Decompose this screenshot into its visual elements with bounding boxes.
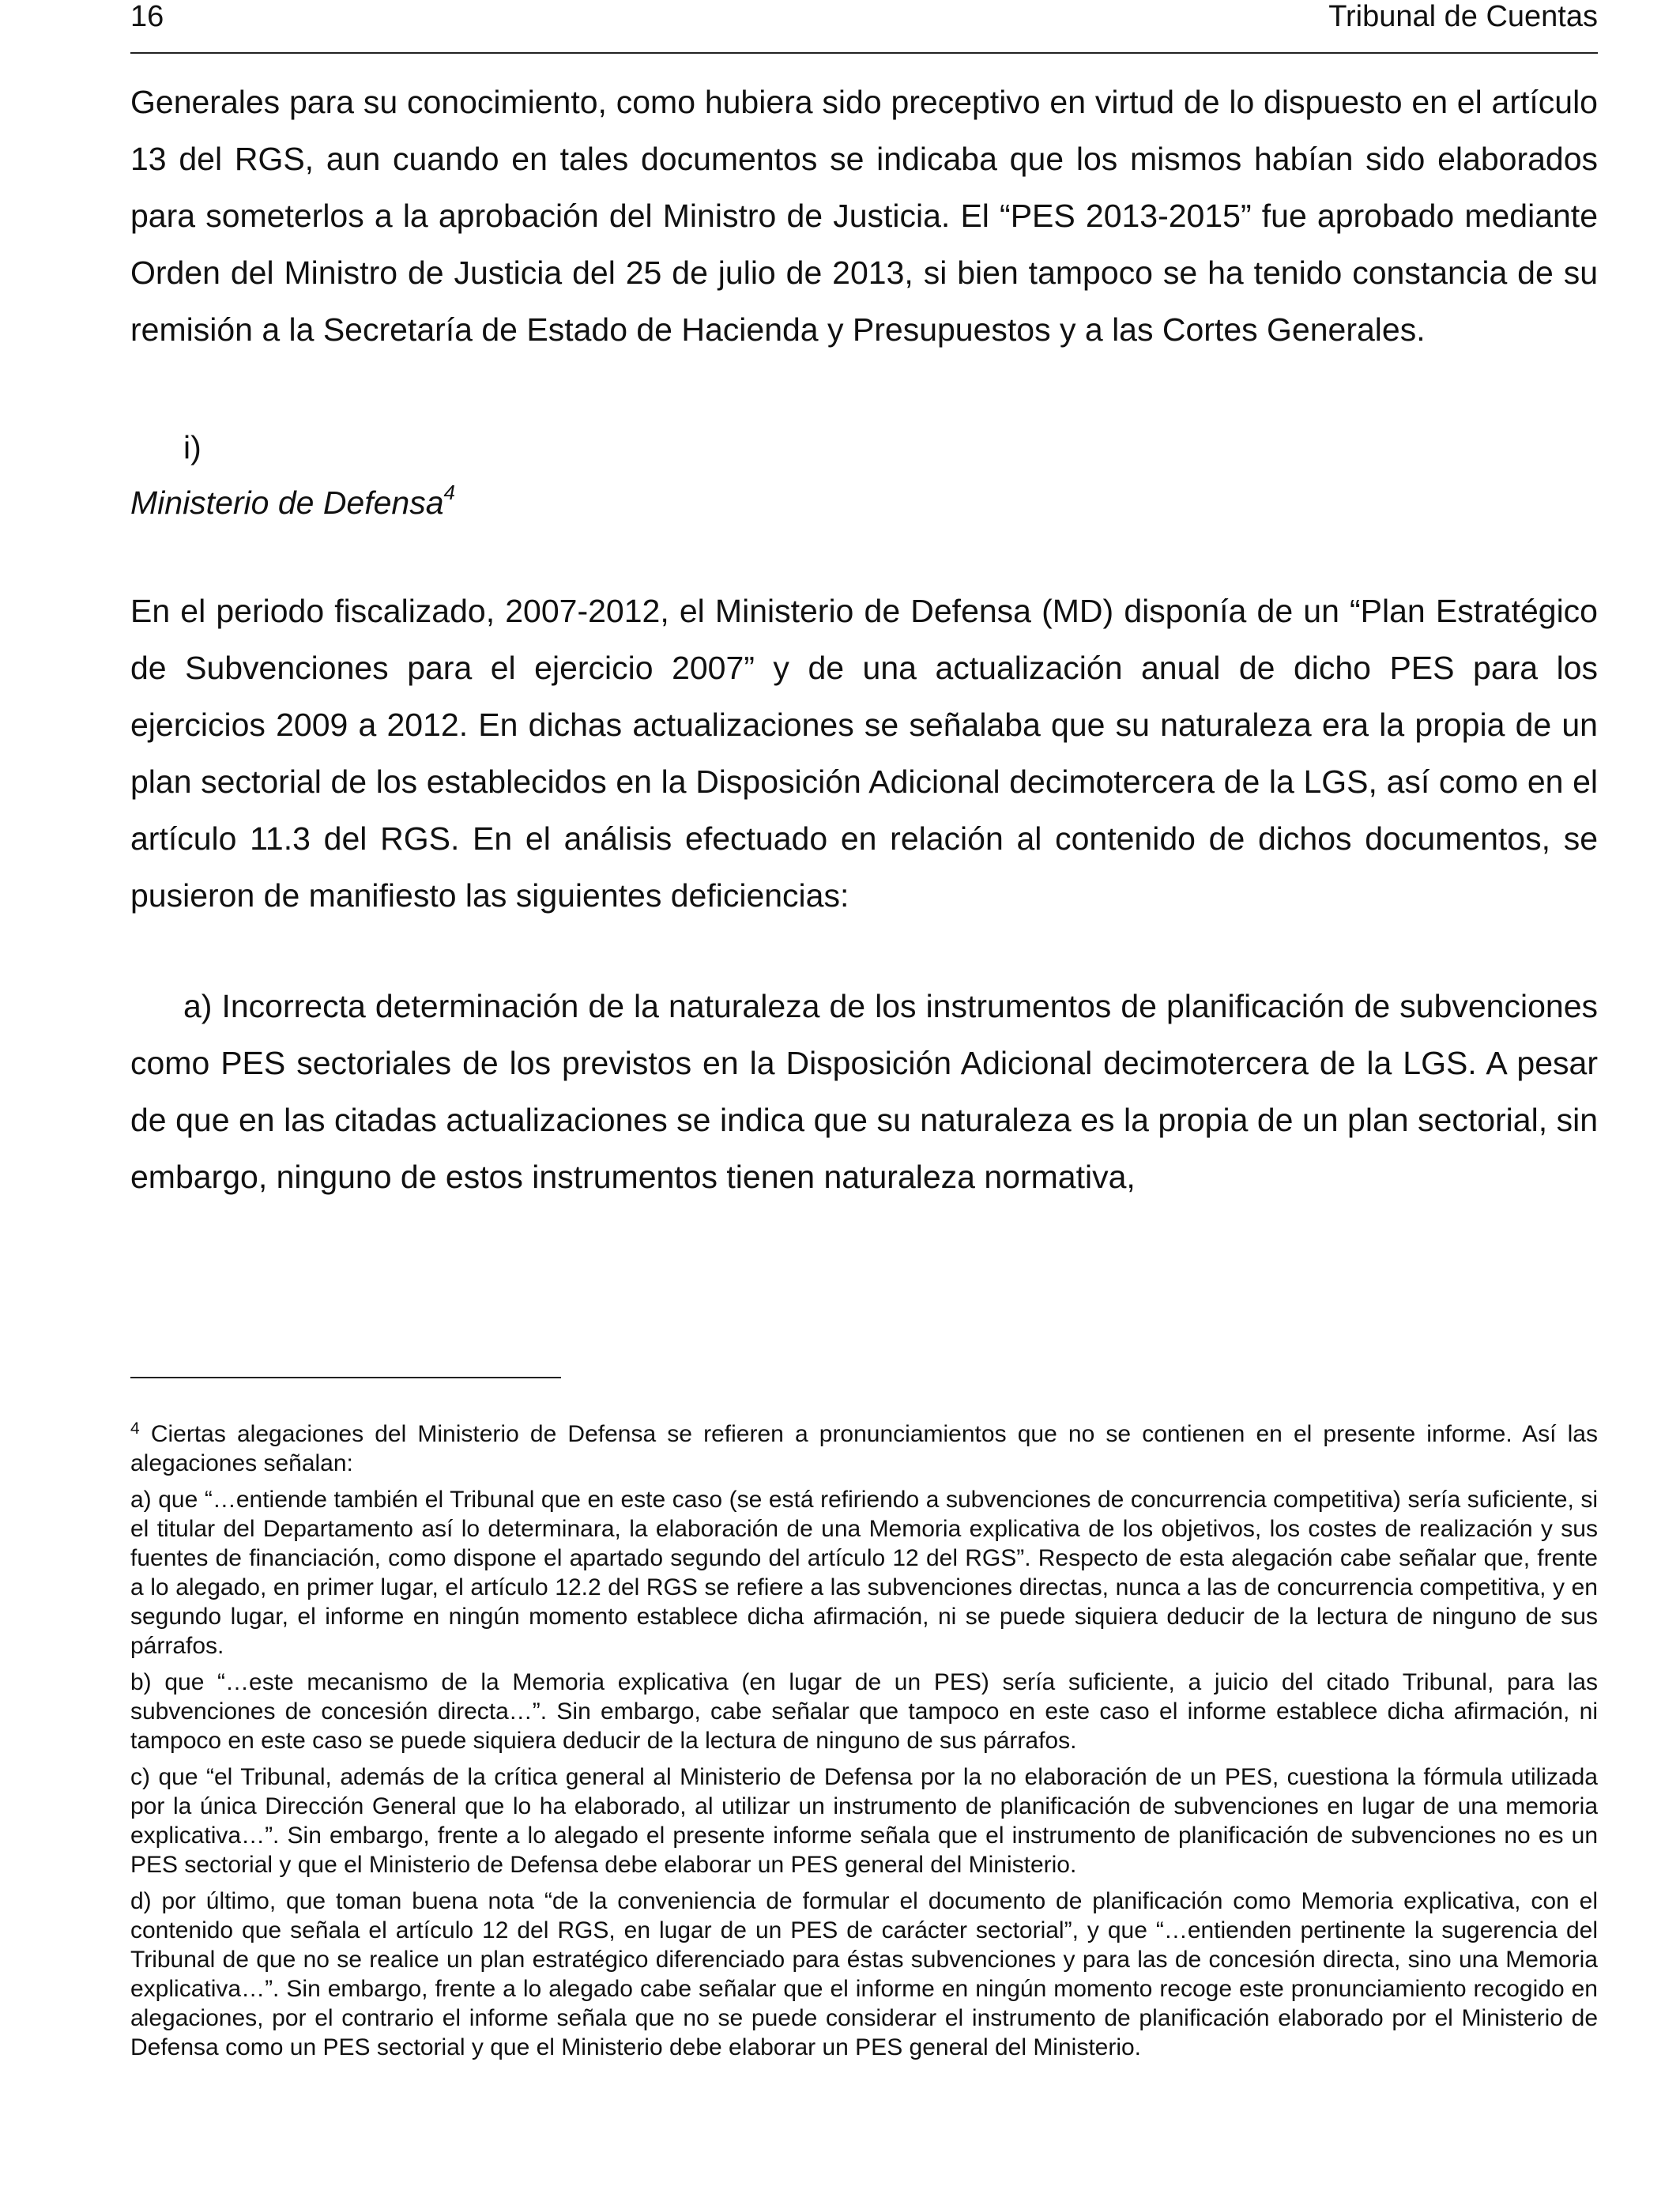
header-title: Tribunal de Cuentas (1328, 0, 1598, 33)
paragraph-defensa-intro: En el periodo fiscalizado, 2007-2012, el Ministerio de Defensa (MD) disponía de un “Plan Estratégico de Subvenciones para el ejercicio 2007” y de una actualización anual de dicho PES para los ejercicios 2009 a 2012. En dichas actualizaciones se señalaba que su naturaleza era la propia de un plan sectorial de los establecidos en la Disposición Adicional decimotercera de la LGS, así como en el artículo 11.3 del RGS. En el análisis efectuado en relación al contenido de dichos documentos, se pusieron de manifiesto las siguientes deficiencias: (130, 593, 1598, 914)
page-number: 16 (130, 0, 164, 33)
list-marker: i) (183, 429, 202, 466)
section-title-text: Ministerio de Defensa (130, 484, 444, 521)
section-title (130, 474, 455, 531)
footnote-item-b: b) que “…este mecanismo de la Memoria explicativa (en lugar de un PES) sería suficiente, a juicio del citado Tribunal, para las subvenciones de concesión directa…”. Sin embargo, cabe señalar que tampoco en este caso el informe establece dicha afirmación, ni tampoco en este caso se puede siquiera deducir de la lectura de ninguno de sus párrafos. (130, 1669, 1598, 1754)
footnote-item-c: c) que “el Tribunal, además de la crítica general al Ministerio de Defensa por la no elaboración de un PES, cuestiona la fórmula utilizada por la única Dirección General que lo ha elaborado, al utilizar un instrumento de planificación de subvenciones en lugar de una memoria explicativa…”. Sin embargo, frente a lo alegado el presente informe señala que el instrumento de planificación de subvenciones no es un PES sectorial y que el Ministerio de Defensa debe elaborar un PES general del Ministerio. (130, 1764, 1598, 1878)
footnote-item-d: d) por último, que toman buena nota “de la conveniencia de formular el documento de planificación como Memoria explicativa, con el contenido que señala el artículo 12 del RGS, en lugar de un PES de carácter sectorial”, y que “…entienden pertinente la sugerencia del Tribunal de que no se realice un plan estratégico diferenciado para éstas subvenciones y para las de concesión directa, sino una Memoria explicativa…”. Sin embargo, frente a lo alegado cabe señalar que el informe en ningún momento recoge este pronunciamiento recogido en alegaciones, por el contrario el informe señala que no se puede considerar el instrumento de planificación elaborado por el Ministerio de Defensa como un PES sectorial y que el Ministerio debe elaborar un PES general del Ministerio. (130, 1888, 1598, 2060)
footnote-marker: 4 (130, 1419, 140, 1438)
paragraph-continuation: Generales para su conocimiento, como hubiera sido preceptivo en virtud de lo dispuesto en el artículo 13 del RGS, aun cuando en tales documentos se indicaba que los mismos habían sido elaborados para someterlos a la aprobación del Ministro de Justicia. El “PES 2013-2015” fue aprobado mediante Orden del Ministro de Justicia del 25 de julio de 2013, si bien tampoco se ha tenido constancia de su remisión a la Secretaría de Estado de Hacienda y Presupuestos y a las Cortes Generales. (130, 84, 1598, 348)
footnotes (130, 1419, 1598, 2069)
footnote-reference[interactable]: 4 (443, 481, 455, 504)
footnote-intro-text: Ciertas alegaciones del Ministerio de Defensa se refieren a pronunciamientos que no se contienen en el presente informe. Así las alegaciones señalan: (130, 1421, 1598, 1476)
footnote-item-a: a) que “…entiende también el Tribunal que en este caso (se está refiriendo a subvenciones de concurrencia competitiva) sería suficiente, si el titular del Departamento así lo determinara, la elaboración de una Memoria explicativa de los objetivos, los costes de realización y sus fuentes de financiación, como dispone el apartado segundo del artículo 12 del RGS”. Respecto de esta alegación cabe señalar que, frente a lo alegado, en primer lugar, el artículo 12.2 del RGS se refiere a las subvenciones directas, nunca a las de concurrencia competitiva, y en segundo lugar, el informe en ningún momento establece dicha afirmación, ni se puede siquiera deducir de la lectura de ninguno de sus párrafos. (130, 1487, 1598, 1659)
footnote-intro (130, 1419, 1598, 1478)
paragraph-deficiency-a: a) Incorrecta determinación de la naturaleza de los instrumentos de planificación de subvenciones como PES sectoriales de los previstos en la Disposición Adicional decimotercera de la LGS. A pesar de que en las citadas actualizaciones se indica que su naturaleza es la propia de un plan sectorial, sin embargo, ninguno de estos instrumentos tienen naturaleza normativa, (130, 988, 1598, 1195)
footnote-separator (130, 1377, 561, 1378)
page-header (130, 0, 1598, 54)
